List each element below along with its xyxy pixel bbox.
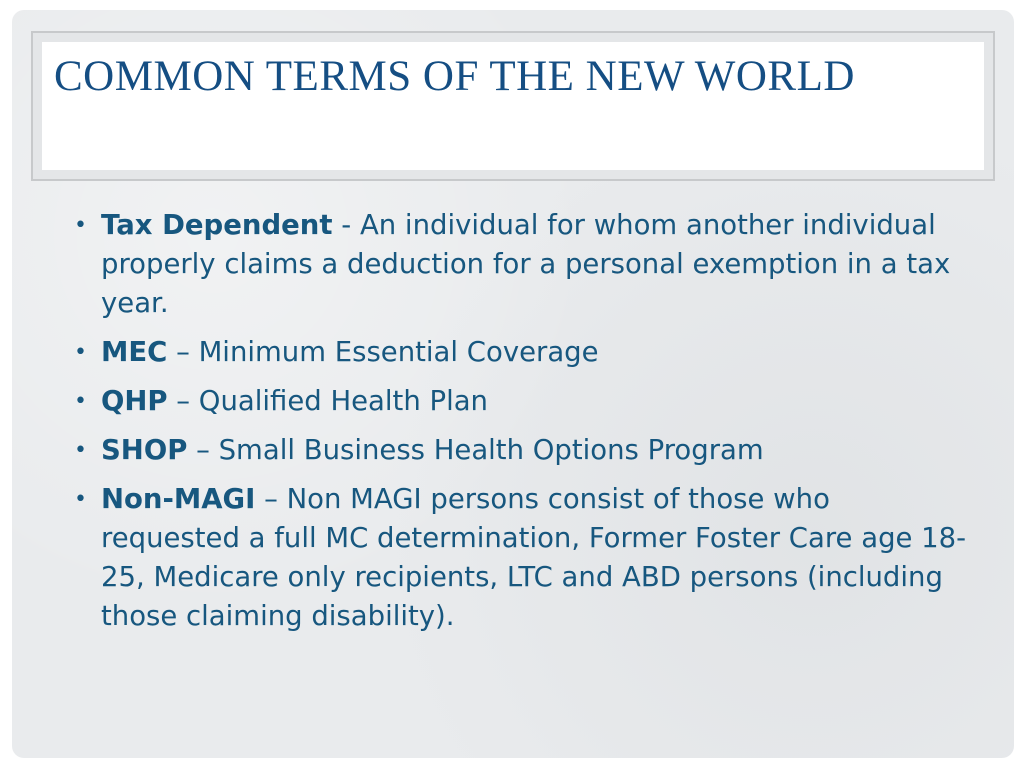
term-label: SHOP <box>101 434 188 466</box>
list-item <box>74 333 974 372</box>
bullet-icon: • <box>74 438 87 463</box>
list-item <box>74 431 974 470</box>
bullet-icon: • <box>74 213 87 238</box>
term-definition: – Non MAGI persons consist of those who requested a full MC determination, Former Foster Care age 18-25, Medicare only recipients, LTC and ABD persons (including those claiming disability). <box>101 483 967 632</box>
term-label: Tax Dependent <box>101 209 333 241</box>
bullet-list <box>74 206 974 646</box>
bullet-icon: • <box>74 340 87 365</box>
slide <box>12 10 1014 758</box>
term-definition: – Small Business Health Options Program <box>187 434 764 466</box>
bullet-icon: • <box>74 487 87 512</box>
list-item <box>74 206 974 323</box>
term-label: MEC <box>101 336 168 368</box>
bullet-icon: • <box>74 389 87 414</box>
list-item <box>74 382 974 421</box>
term-definition: - An individual for whom another individual properly claims a deduction for a personal exemption in a tax year. <box>101 209 951 319</box>
term-label: Non-MAGI <box>101 483 256 515</box>
slide-title: COMMON TERMS OF THE NEW WORLD <box>54 53 855 100</box>
term-definition: – Qualified Health Plan <box>167 385 488 417</box>
term-definition: – Minimum Essential Coverage <box>167 336 599 368</box>
list-item <box>74 480 974 636</box>
term-label: QHP <box>101 385 168 417</box>
